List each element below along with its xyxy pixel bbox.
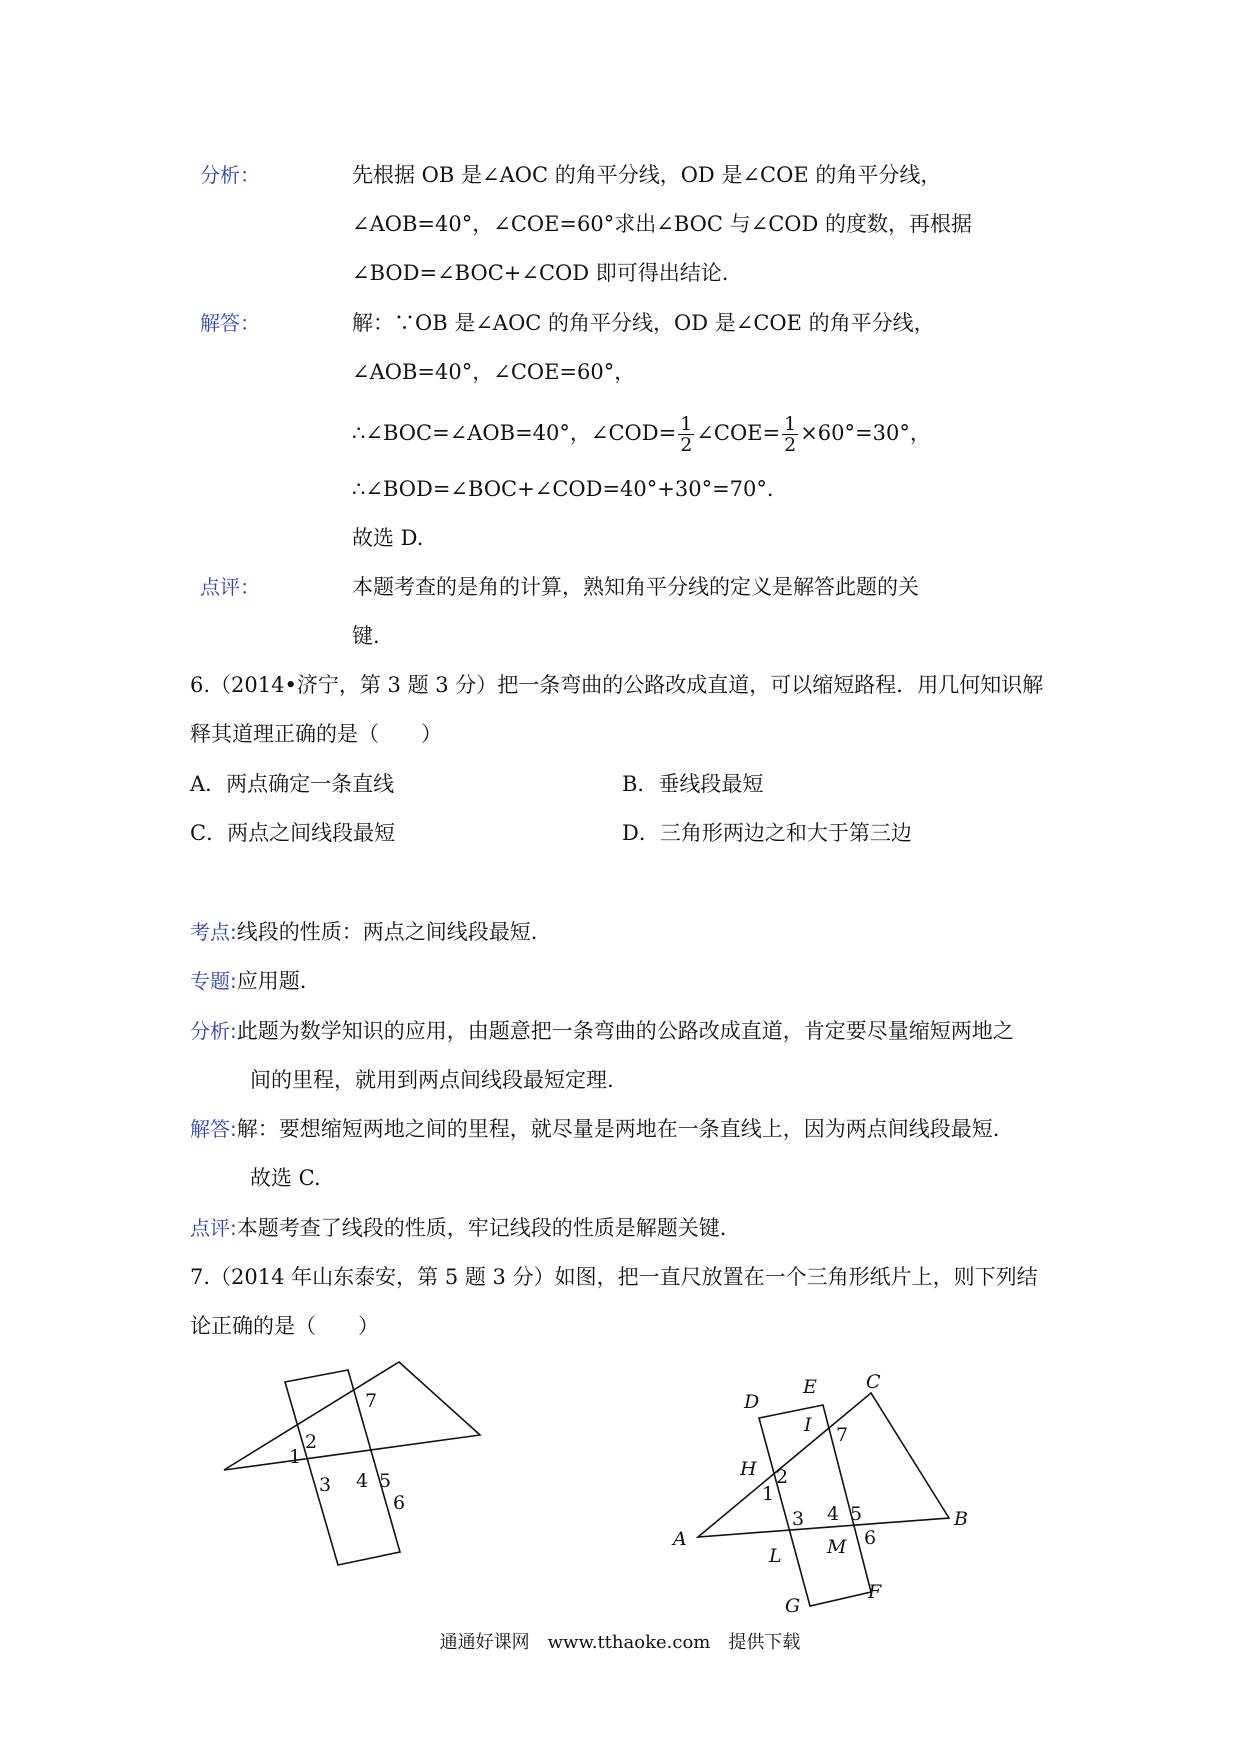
angle-label-2: 2 <box>776 1466 789 1488</box>
fenxi-label: 分析: <box>190 1019 237 1043</box>
vertex-label-e: E <box>803 1376 817 1398</box>
vertex-label-c: C <box>866 1371 881 1393</box>
vertex-label-i: I <box>804 1414 812 1436</box>
answer-line-3-part-a: ∴∠BOC=∠AOB=40°，∠COD= <box>352 421 677 445</box>
fenxi-text-1: 此题为数学知识的应用，由题意把一条弯曲的公路改成直道，肯定要尽量缩短两地之 <box>236 1019 1014 1043</box>
zhuanti-label: 专题: <box>190 969 237 993</box>
question-6-stem-2: 释其道理正确的是（ ） <box>190 722 442 746</box>
fraction-denominator: 2 <box>784 434 797 456</box>
kaodian-label: 考点: <box>190 920 237 944</box>
question-6-stem-1: 6.（2014•济宁，第 3 题 3 分）把一条弯曲的公路改成直道，可以缩短路程．用几何知识解 <box>190 673 1044 697</box>
vertex-label-l: L <box>769 1545 782 1567</box>
angle-label-2: 2 <box>305 1431 318 1453</box>
vertex-label-h: H <box>740 1458 757 1480</box>
option-d: D．三角形两边之和大于第三边 <box>622 821 912 845</box>
comment-label: 点评： <box>200 575 260 599</box>
comment-line-1: 本题考查的是角的计算，熟知角平分线的定义是解答此题的关 <box>352 575 919 599</box>
analysis-line-1: 先根据 OB 是∠AOC 的角平分线，OD 是∠COE 的角平分线， <box>352 163 942 187</box>
fraction-numerator: 1 <box>784 413 797 435</box>
answer-line-4: ∴∠BOD=∠BOC+∠COD=40°+30°=70°. <box>352 477 774 501</box>
vertex-label-a: A <box>673 1528 687 1550</box>
triangle-right <box>698 1393 949 1537</box>
jieda-text-2: 故选 C. <box>250 1166 321 1190</box>
analysis-line-2: ∠AOB=40°，∠COE=60°求出∠BOC 与∠COD 的度数，再根据 <box>352 212 973 236</box>
angle-label-1: 1 <box>762 1483 775 1505</box>
option-b: B．垂线段最短 <box>622 772 764 796</box>
vertex-label-g: G <box>785 1595 801 1617</box>
angle-label-3: 3 <box>792 1508 805 1530</box>
answer-line-2: ∠AOB=40°，∠COE=60°， <box>352 360 636 384</box>
zhuanti-text: 应用题. <box>236 969 307 993</box>
option-c: C．两点之间线段最短 <box>190 821 396 845</box>
answer-line-5: 故选 D. <box>352 526 424 550</box>
jieda-text-1: 解：要想缩短两地之间的里程，就尽量是两地在一条直线上，因为两点间线段最短. <box>236 1117 1000 1141</box>
dianping-label: 点评: <box>190 1216 237 1240</box>
analysis-label: 分析： <box>200 163 260 187</box>
kaodian-text: 线段的性质：两点之间线段最短. <box>236 920 538 944</box>
angle-label-1: 1 <box>289 1446 302 1468</box>
vertex-label-f: F <box>868 1581 882 1603</box>
angle-label-5: 5 <box>379 1470 392 1492</box>
option-a: A．两点确定一条直线 <box>190 772 395 796</box>
angle-label-7: 7 <box>836 1424 849 1446</box>
angle-label-6: 6 <box>393 1492 406 1514</box>
answer-label: 解答： <box>200 311 260 335</box>
analysis-line-3: ∠BOD=∠BOC+∠COD 即可得出结论. <box>352 261 729 285</box>
angle-label-6: 6 <box>864 1527 877 1549</box>
jieda-label: 解答: <box>190 1117 237 1141</box>
fenxi-text-2: 间的里程，就用到两点间线段最短定理. <box>250 1068 614 1092</box>
angle-label-7: 7 <box>365 1390 378 1412</box>
answer-line-3-part-b: ∠COE= <box>696 421 781 445</box>
fraction-denominator: 2 <box>680 434 693 456</box>
fraction-numerator: 1 <box>680 413 693 435</box>
angle-label-5: 5 <box>850 1503 863 1525</box>
angle-label-3: 3 <box>319 1474 332 1496</box>
angle-label-4: 4 <box>827 1503 840 1525</box>
question-7-stem-2: 论正确的是（ ） <box>190 1314 379 1338</box>
page-footer: 通通好课网 www.tthaoke.com 提供下载 <box>439 1632 801 1653</box>
answer-line-1: 解：∵OB 是∠AOC 的角平分线，OD 是∠COE 的角平分线， <box>352 311 935 335</box>
vertex-label-b: B <box>954 1508 968 1530</box>
question-7-stem-1: 7.（2014 年山东泰安，第 5 题 3 分）如图，把一直尺放置在一个三角形纸片上，则下列结 <box>190 1265 1038 1289</box>
dianping-text: 本题考查了线段的性质，牢记线段的性质是解题关键. <box>236 1216 727 1240</box>
comment-line-2: 键. <box>352 624 380 648</box>
answer-line-3-part-c: ×60°=30°， <box>800 421 931 445</box>
vertex-label-d: D <box>744 1391 760 1413</box>
vertex-label-m: M <box>827 1536 847 1558</box>
angle-label-4: 4 <box>356 1470 369 1492</box>
